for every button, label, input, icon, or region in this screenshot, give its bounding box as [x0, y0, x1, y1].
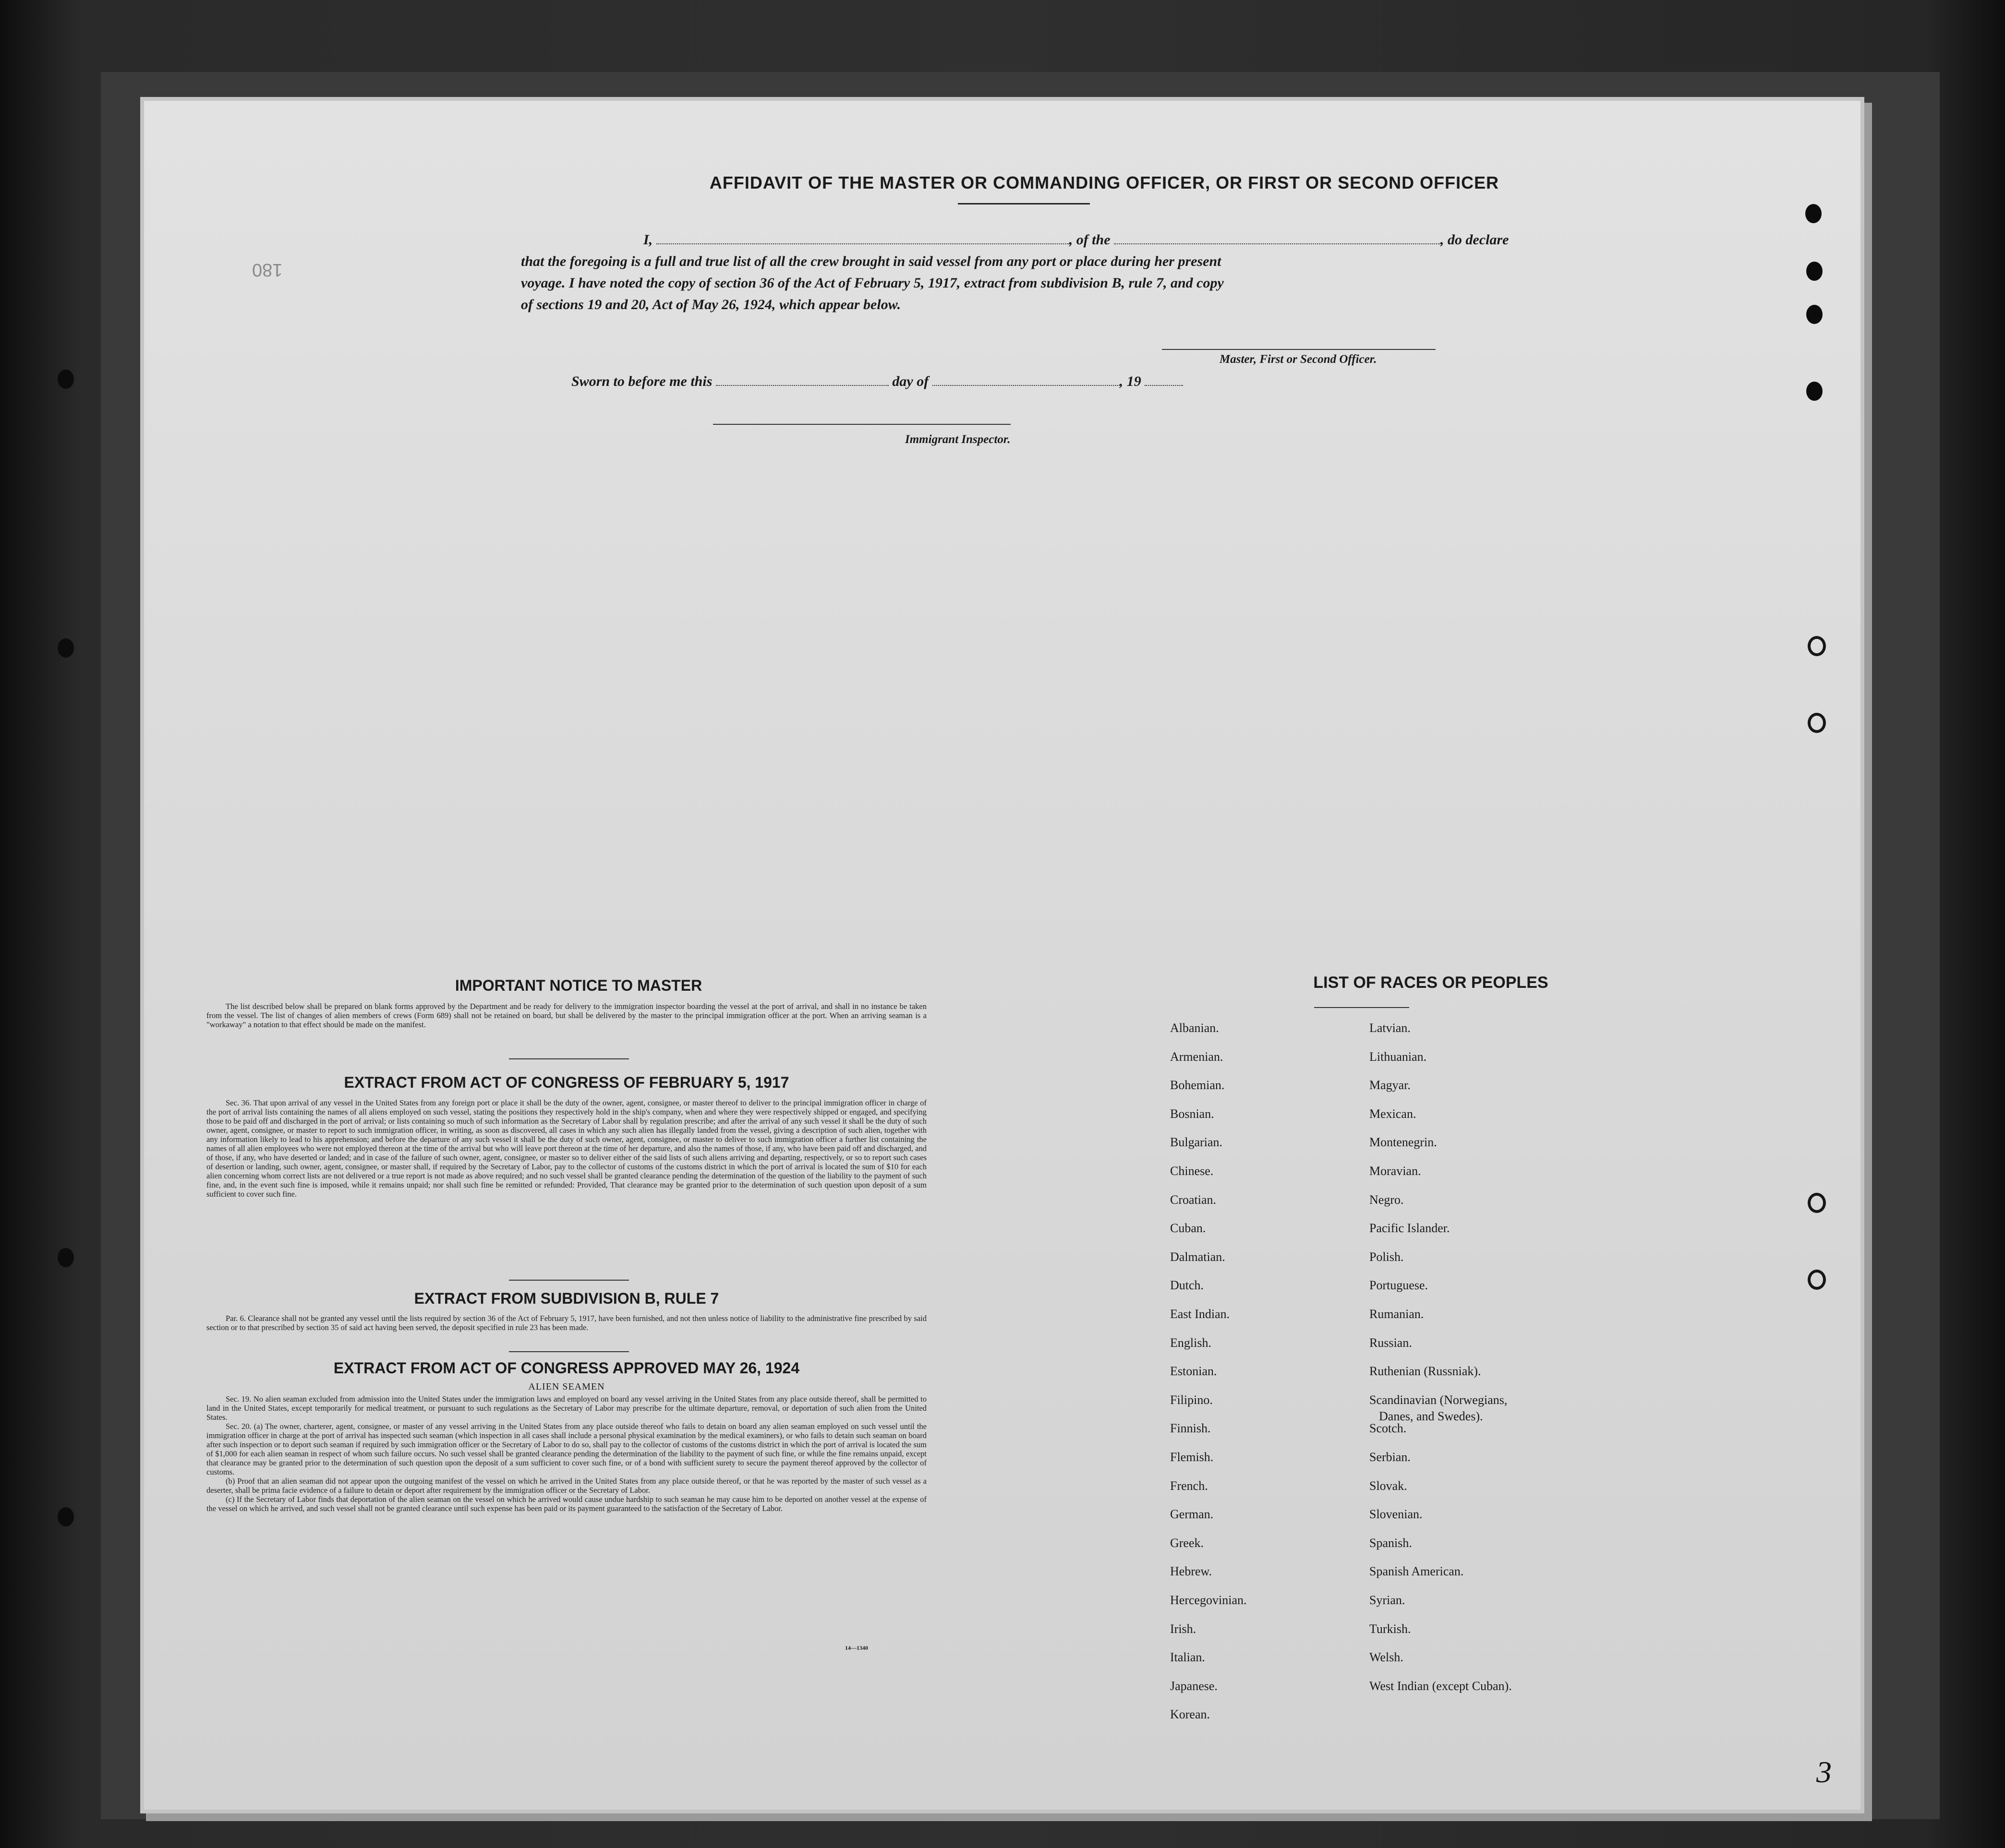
punch-hole-icon	[1808, 1193, 1826, 1213]
race-item: Syrian.	[1369, 1593, 1405, 1607]
extract-1917-title: EXTRACT FROM ACT OF CONGRESS OF FEBRUARY 5, 1917	[344, 1074, 789, 1091]
race-item: Filipino.	[1170, 1392, 1213, 1407]
race-item: Japanese.	[1170, 1679, 1218, 1693]
punch-hole-icon	[1806, 262, 1823, 281]
race-item: Cuban.	[1170, 1221, 1206, 1236]
affidavit-title-rule	[958, 203, 1090, 204]
race-item: Rumanian.	[1369, 1307, 1424, 1321]
race-item: East Indian.	[1170, 1307, 1230, 1321]
race-item: Dalmatian.	[1170, 1249, 1225, 1264]
handwritten-page-number: 3	[1816, 1755, 1832, 1789]
race-item: Scandinavian (Norwegians,	[1369, 1392, 1508, 1407]
section-20c: (c) If the Secretary of Labor finds that deportation of the alien seaman on the vessel on which he arrived would cause undue hardship to such seaman he may cause him to be deported on another vessel at the expense of the vessel on which he arrived, and such vessel shall not be granted clearance until such expense has been paid or its payment guaranteed to the satisfaction of the Secretary of Labor.	[206, 1495, 927, 1513]
inspector-signature-line[interactable]	[713, 424, 1011, 425]
race-item: Spanish American.	[1369, 1564, 1464, 1579]
rule7-divider	[509, 1351, 629, 1352]
race-item: Finnish.	[1170, 1421, 1211, 1436]
sworn-line: Sworn to before me this day of , 19	[571, 371, 1183, 392]
race-item: Bosnian.	[1170, 1106, 1214, 1121]
race-item: Lithuanian.	[1369, 1049, 1427, 1064]
race-item: Dutch.	[1170, 1278, 1204, 1293]
race-item: Pacific Islander.	[1369, 1221, 1450, 1236]
race-item: West Indian (except Cuban).	[1369, 1679, 1512, 1693]
races-divider	[1314, 1007, 1409, 1008]
race-item: Russian.	[1369, 1335, 1412, 1350]
punch-hole-icon	[58, 1507, 74, 1526]
race-item: Hebrew.	[1170, 1564, 1212, 1579]
affidavit-line-2: that the foregoing is a full and true list of all the crew brought in said vessel from any port or place during her present	[521, 253, 1221, 269]
race-item: Estonian.	[1170, 1364, 1217, 1379]
notice-title: IMPORTANT NOTICE TO MASTER	[455, 977, 702, 994]
race-item: Polish.	[1369, 1249, 1404, 1264]
extract-1924-title: EXTRACT FROM ACT OF CONGRESS APPROVED MAY 26, 1924	[333, 1359, 800, 1377]
notice-body: The list described below shall be prepared on blank forms approved by the Department and be ready for delivery to the immigration inspector boarding the vessel at the port of arrival, and shall in no instance be taken from the vessel. The list of changes of alien members of crews (Form 689) shall not be retained on board, but shall be delivered by the master to the principal immigration officer at the port. When an arriving seaman is a "workaway" a notation to that effect should be made on the manifest.	[206, 1002, 927, 1029]
race-item: Italian.	[1170, 1650, 1205, 1665]
race-item: German.	[1170, 1507, 1214, 1522]
sworn-year-blank[interactable]	[1145, 374, 1183, 386]
extract-1917-divider	[509, 1280, 629, 1281]
race-item: Irish.	[1170, 1621, 1196, 1636]
affidavit-line-1: I, , of the , do declare	[643, 232, 1509, 248]
alien-seamen-subtitle: ALIEN SEAMEN	[528, 1381, 605, 1392]
race-item: Latvian.	[1369, 1021, 1411, 1035]
notice-divider	[509, 1058, 629, 1059]
form-number: 14—1340	[845, 1644, 868, 1651]
race-item: Greek.	[1170, 1536, 1204, 1550]
affidavit-title: AFFIDAVIT OF THE MASTER OR COMMANDING OFFICER, OR FIRST OR SECOND OFFICER	[709, 173, 1499, 192]
race-item: Albanian.	[1170, 1021, 1219, 1035]
race-item: English.	[1170, 1335, 1211, 1350]
rule7-body: Par. 6. Clearance shall not be granted any vessel until the lists required by section 36 of the Act of February 5, 1917, have been furnished, and not then unless notice of liability to the administrative fine prescribed by said section or to that prescribed by section 35 of said act having been served, the deposit specified in rule 23 has been made.	[206, 1314, 927, 1332]
race-item: Slovak.	[1369, 1478, 1407, 1493]
document-page	[144, 101, 1860, 1810]
extract-1924-body	[206, 1394, 927, 1513]
underlying-page-number: 180	[252, 260, 283, 280]
officer-name-blank[interactable]	[656, 233, 1069, 244]
race-item: Spanish.	[1369, 1536, 1412, 1550]
race-item: Mexican.	[1369, 1106, 1416, 1121]
race-item: Slovenian.	[1369, 1507, 1423, 1522]
affidavit-line-3: voyage. I have noted the copy of section 36 of the Act of February 5, 1917, extract from subdivision B, rule 7, and copy	[521, 275, 1224, 291]
race-item: Moravian.	[1369, 1164, 1421, 1178]
inspector-caption: Immigrant Inspector.	[905, 433, 1011, 446]
race-item: Hercegovinian.	[1170, 1593, 1247, 1607]
race-item: French.	[1170, 1478, 1208, 1493]
section-20b: (b) Proof that an alien seaman did not appear upon the outgoing manifest of the vessel on which he arrived in the United States from any place outside thereof, or that he was reported by the master of such vessel as a deserter, shall be prima facie evidence of a failure to detain or deport after requirement by the immigration officer or the Secretary of Labor.	[206, 1476, 927, 1495]
sworn-day-blank[interactable]	[716, 374, 889, 386]
race-item: Armenian.	[1170, 1049, 1223, 1064]
race-item: Flemish.	[1170, 1450, 1214, 1464]
punch-hole-icon	[1805, 204, 1822, 223]
race-item: Korean.	[1170, 1707, 1210, 1722]
section-19: Sec. 19. No alien seaman excluded from admission into the United States under the immigration laws and employed on board any vessel arriving in the United States from any place outside thereof, shall be permitted to land in the United States, except temporarily for medical treatment, or pursuant to such regulations as the Secretary of Labor may prescribe for the ultimate departure, removal, or deportation of such alien from the United States.	[206, 1394, 927, 1422]
race-item: Ruthenian (Russniak).	[1369, 1364, 1481, 1379]
race-item: Montenegrin.	[1369, 1135, 1437, 1150]
race-item: Croatian.	[1170, 1192, 1217, 1207]
race-item: Negro.	[1369, 1192, 1404, 1207]
section-20a: Sec. 20. (a) The owner, charterer, agent, consignee, or master of any vessel arriving in the United States from any place outside thereof who fails to detain on board any alien seaman employed on such vessel until the immigration officer in charge at the port of arrival has inspected such seaman (which inspection in all cases shall include a personal physical examination by the medical examiners), or who fails to detain such seaman on board after such inspection or to deport such seaman if required by such immigration officer or the Secretary of Labor to do so, shall pay to the collector of customs of the customs district in which the port of arrival is located the sum of $1,000 for each alien seaman in respect of whom such failure occurs. No such vessel shall be granted clearance pending the determination of the liability to the payment of such fine, or while the fine remains unpaid, except that clearance may be granted prior to the determination of such question upon the deposit of a sum sufficient to cover such fine, or of a bond with sufficient surety to secure the payment thereof approved by the collector of customs.	[206, 1422, 927, 1476]
rule7-title: EXTRACT FROM SUBDIVISION B, RULE 7	[414, 1290, 719, 1307]
race-item: Chinese.	[1170, 1164, 1214, 1178]
punch-hole-icon	[1806, 382, 1823, 401]
signature-caption: Master, First or Second Officer.	[1220, 353, 1377, 366]
signature-line[interactable]	[1162, 349, 1436, 350]
punch-hole-icon	[1808, 636, 1826, 656]
affidavit-line-4: of sections 19 and 20, Act of May 26, 1924, which appear below.	[521, 297, 901, 312]
punch-hole-icon	[1806, 305, 1823, 324]
race-item: Portuguese.	[1369, 1278, 1428, 1293]
race-item: Scotch.	[1369, 1421, 1407, 1436]
vessel-name-blank[interactable]	[1114, 233, 1440, 244]
sworn-month-blank[interactable]	[932, 374, 1120, 386]
punch-hole-icon	[58, 370, 74, 389]
races-title: LIST OF RACES OR PEOPLES	[1313, 973, 1548, 992]
race-item: Turkish.	[1369, 1621, 1411, 1636]
race-item: Welsh.	[1369, 1650, 1403, 1665]
race-item: Magyar.	[1369, 1078, 1411, 1092]
race-item: Serbian.	[1369, 1450, 1411, 1464]
extract-1917-body: Sec. 36. That upon arrival of any vessel in the United States from any foreign port or place it shall be the duty of the owner, agent, consignee, or master thereof to deliver to the principal immigration officer in charge of the port of arrival lists containing the names of all aliens employed on such vessel, stating the positions they respectively hold in the ship's company, when and where they were respectively shipped or engaged, and specifying those to be paid off and discharged in the port of arrival; or lists containing so much of such information as the Secretary of Labor shall by regulation prescribe; and after the arrival of any such vessel it shall be the duty of such owner, agent, consignee, or master to report to such immigration officer, in writing, as soon as discovered, all cases in which any such alien has illegally landed from the vessel, giving a description of such alien, together with any information likely to lead to his apprehension; and before the departure of any such vessel it shall be the duty of such owner, agent, consignee, or master to deliver to such immigration officer a further list containing the names of all alien employees who were not employed thereon at the time of the arrival but who will leave port thereon at the time of her departure, and also the names of those, if any, who have been paid off and discharged, and of those, if any, who have deserted or landed; and in case of the failure of such owner, agent, consignee, or master so to deliver either of the said lists of such aliens arriving and departing, respectively, or so to report such cases of desertion or landing, such owner, agent, consignee, or master shall, if required by the Secretary of Labor, pay to the collector of customs of the customs district in which the port of arrival is located the sum of $10 for each alien concerning whom correct lists are not delivered or a true report is not made as above required; and no such vessel shall be granted clearance pending the determination of the question of the liability to the payment of such fine, and, in the event such fine is imposed, while it remains unpaid; nor shall such fine be remitted or refunded: Provided, That clearance may be granted prior to the determination of such question upon deposit of a sum sufficient to cover such fine.	[206, 1098, 927, 1199]
race-item: Bohemian.	[1170, 1078, 1225, 1092]
punch-hole-icon	[1808, 713, 1826, 733]
race-item: Danes, and Swedes).	[1379, 1409, 1483, 1423]
punch-hole-icon	[58, 638, 74, 658]
race-item: Bulgarian.	[1170, 1135, 1223, 1150]
punch-hole-icon	[58, 1248, 74, 1267]
punch-hole-icon	[1808, 1270, 1826, 1290]
